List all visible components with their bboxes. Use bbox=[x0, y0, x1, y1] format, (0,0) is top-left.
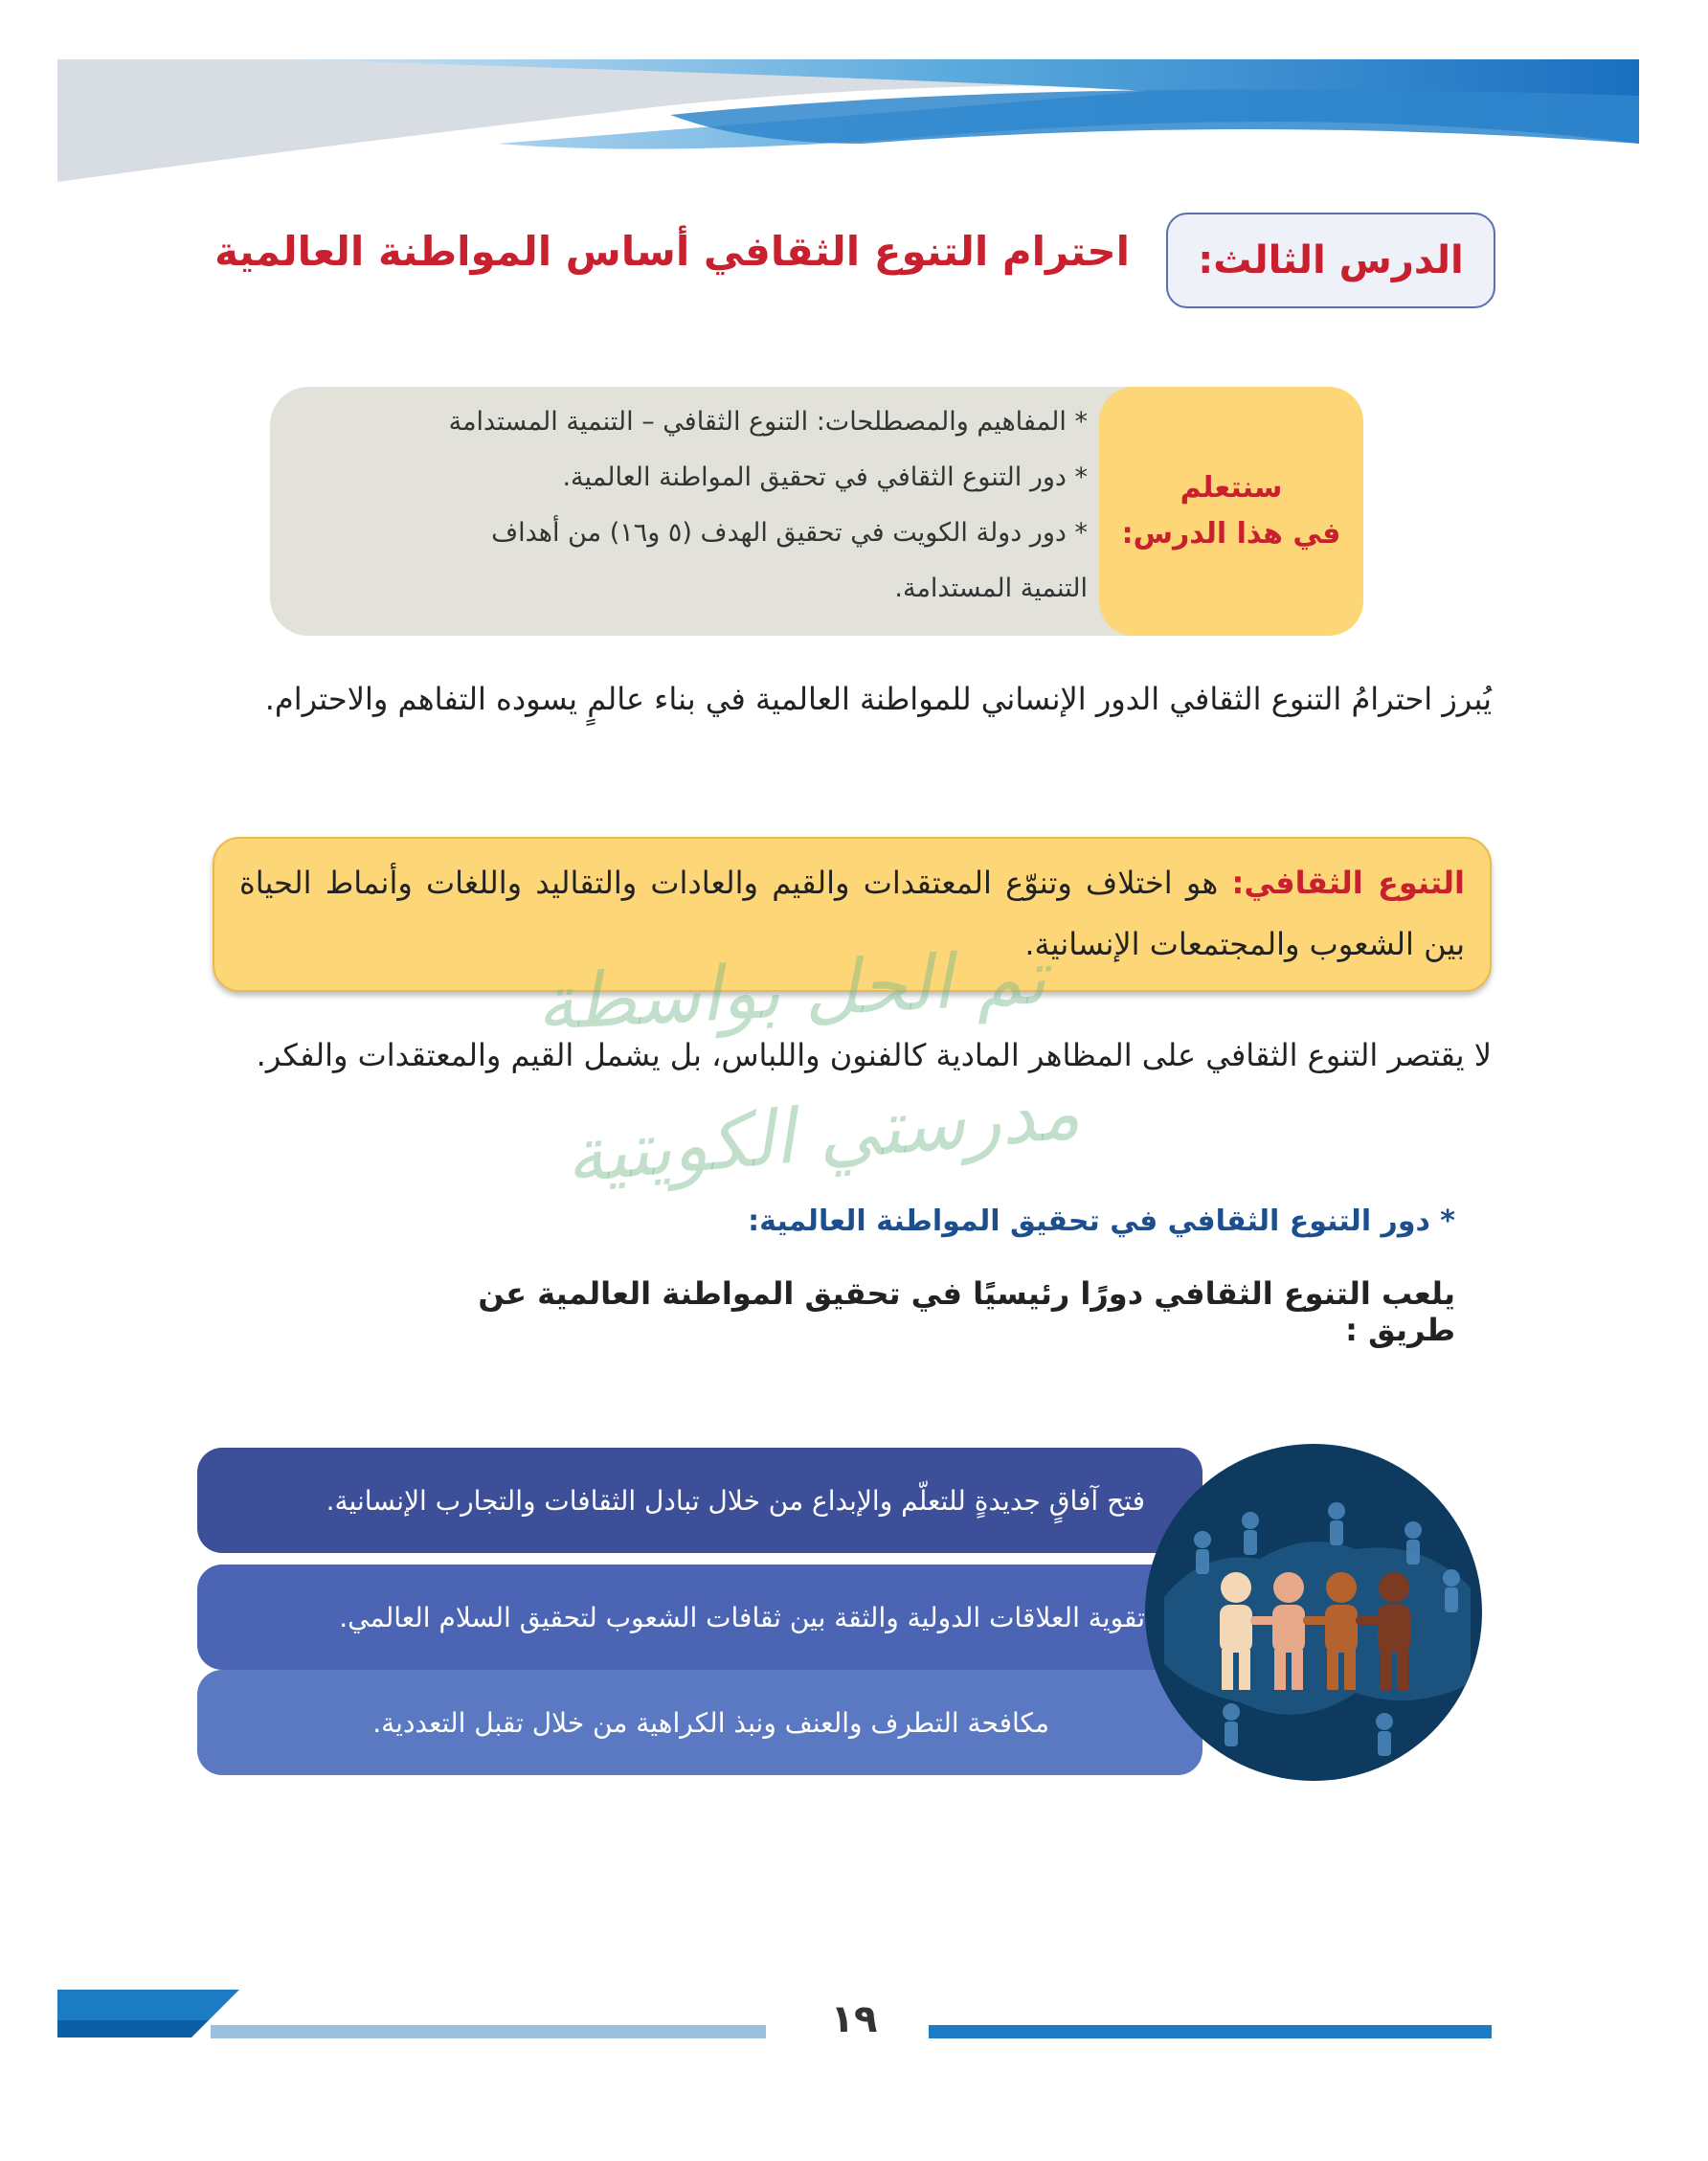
role-bar-3 bbox=[197, 1670, 1202, 1775]
role-text: فتح آفاقٍ جديدةٍ للتعلّم والإبداع من خلال تبادل الثقافات والتجارب الإنسانية. bbox=[326, 1484, 1145, 1517]
second-paragraph: لا يقتصر التنوع الثقافي على المظاهر المادية كالفنون واللباس، بل يشمل القيم والمعتقدات والفكر. bbox=[256, 1037, 1492, 1073]
learn-item: * دور دولة الكويت في تحقيق الهدف (٥ و١٦) من أهداف bbox=[491, 518, 1088, 548]
watermark-line1: تم الحل بواسطة bbox=[534, 934, 1048, 1047]
people-world-illustration bbox=[1145, 1444, 1482, 1781]
lesson-title: احترام التنوع الثقافي أساس المواطنة العالمية bbox=[214, 228, 1130, 275]
watermark-line2: مدرستي الكويتية bbox=[562, 1069, 1084, 1201]
section-lead: يلعب التنوع الثقافي دورًا رئيسيًا في تحقيق المواطنة العالمية عن طريق : bbox=[478, 1275, 1455, 1348]
learn-tab bbox=[1099, 387, 1363, 636]
lesson-label: الدرس الثالث: bbox=[1198, 238, 1464, 282]
learn-item: * المفاهيم والمصطلحات: التنوع الثقافي – التنمية المستدامة bbox=[448, 407, 1088, 437]
definition-term: التنوع الثقافي: bbox=[1231, 865, 1466, 901]
learn-tab-line1: سنتعلم bbox=[1180, 471, 1283, 505]
lesson-label-box bbox=[1166, 213, 1495, 308]
role-bar-1 bbox=[197, 1448, 1202, 1553]
role-text: تقوية العلاقات الدولية والثقة بين ثقافات الشعوب لتحقيق السلام العالمي. bbox=[339, 1601, 1145, 1633]
role-bar-2 bbox=[197, 1564, 1202, 1670]
definition-text: هو اختلاف وتنوّع المعتقدات والقيم والعادات والتقاليد واللغات وأنماط الحياة بين الشعوب والمجتمعات الإنسانية. bbox=[239, 865, 1465, 962]
people-holding-hands-icon bbox=[1145, 1444, 1482, 1781]
header-wave bbox=[0, 0, 1708, 220]
intro-paragraph: يُبرز احترامُ التنوع الثقافي الدور الإنساني للمواطنة العالمية في بناء عالمٍ يسوده التفاهم والاحترام. bbox=[264, 681, 1492, 717]
learn-list bbox=[287, 394, 1088, 617]
learn-item: * دور التنوع الثقافي في تحقيق المواطنة العالمية. bbox=[562, 462, 1088, 492]
section-heading: * دور التنوع الثقافي في تحقيق المواطنة العالمية: bbox=[748, 1204, 1455, 1238]
learn-tab-line2: في هذا الدرس: bbox=[1121, 517, 1341, 551]
learn-item: التنمية المستدامة. bbox=[894, 574, 1088, 603]
role-text: مكافحة التطرف والعنف ونبذ الكراهية من خلال تقبل التعددية. bbox=[372, 1706, 1049, 1739]
page-number: ١٩ bbox=[830, 1997, 878, 2041]
